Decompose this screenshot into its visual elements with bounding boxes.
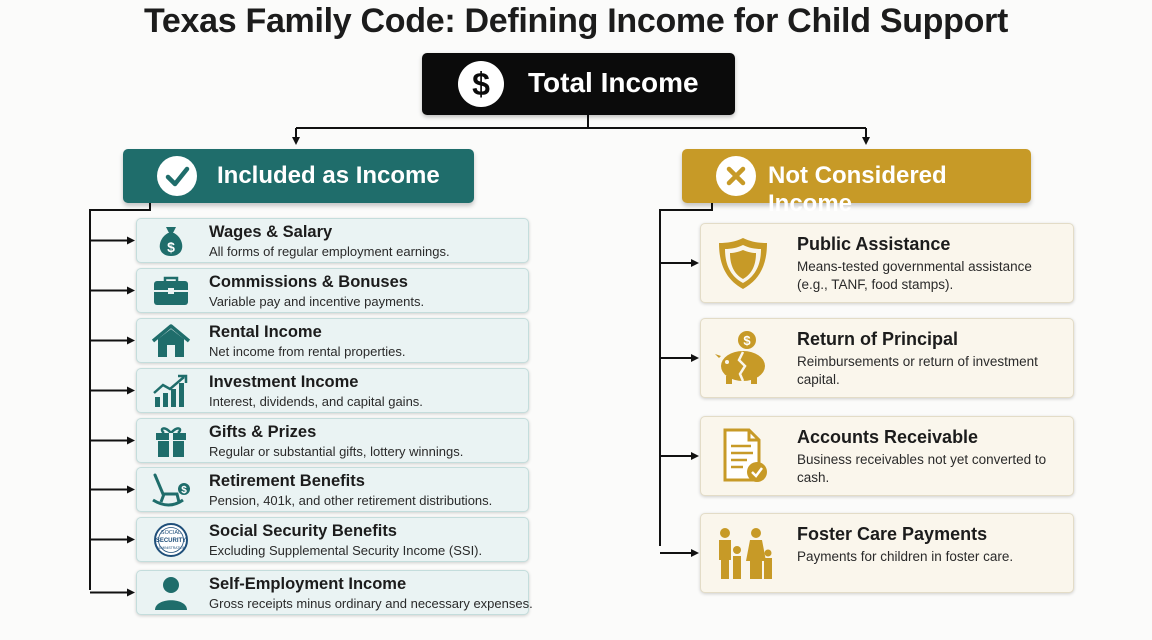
excluded-desc: Business receivables not yet converted to cash. — [797, 452, 1047, 485]
income-desc: Excluding Supplemental Security Income (SSI). — [209, 543, 483, 558]
money-bag-icon — [151, 223, 191, 259]
included-header-label: Included as Income — [217, 162, 440, 189]
excluded-card-accounts-receivable — [700, 416, 1074, 496]
growth-chart-icon — [151, 373, 191, 409]
house-icon — [151, 323, 191, 359]
income-card-self-employment — [136, 570, 533, 615]
person-icon — [151, 575, 191, 611]
income-title: Gifts & Prizes — [209, 423, 317, 441]
excluded-card-public-assistance — [700, 223, 1074, 303]
not-considered-header — [682, 149, 1031, 217]
income-title: Wages & Salary — [209, 223, 333, 241]
income-desc: Pension, 401k, and other retirement distributions. — [209, 493, 493, 508]
excluded-desc: Payments for children in foster care. — [797, 549, 1014, 564]
gift-icon — [151, 423, 191, 459]
income-card-social-security — [136, 517, 529, 562]
excluded-desc: Reimbursements or return of investment capital. — [797, 354, 1038, 387]
svg-text:SECURITY: SECURITY — [155, 538, 187, 544]
income-title: Retirement Benefits — [209, 472, 365, 490]
excluded-card-return-of-principal — [700, 318, 1074, 398]
income-desc: Variable pay and incentive payments. — [209, 294, 425, 309]
income-card-gifts — [136, 418, 529, 463]
included-header — [123, 149, 474, 203]
check-icon — [157, 156, 197, 196]
excluded-card-foster-care — [700, 513, 1074, 593]
total-income-label: Total Income — [528, 67, 699, 98]
dollar-coin-icon: $ — [458, 61, 504, 107]
income-card-retirement — [136, 467, 529, 512]
x-icon — [716, 156, 756, 196]
income-desc: Net income from rental properties. — [209, 344, 406, 359]
income-title: Rental Income — [209, 323, 322, 341]
excluded-desc: Means-tested governmental assistance (e.g., TANF, food stamps). — [797, 259, 1032, 292]
income-card-investment — [136, 368, 529, 413]
excluded-title: Accounts Receivable — [797, 427, 979, 447]
excluded-title: Public Assistance — [797, 234, 951, 254]
document-check-icon — [713, 426, 773, 486]
income-desc: All forms of regular employment earnings. — [209, 244, 450, 259]
svg-text:SOCIAL: SOCIAL — [160, 530, 182, 536]
excluded-title: Foster Care Payments — [797, 524, 988, 544]
total-income-box — [422, 53, 735, 115]
broken-piggy-bank-icon — [713, 328, 773, 388]
not-considered-header-label: Not Considered Income — [768, 162, 947, 217]
income-desc: Interest, dividends, and capital gains. — [209, 394, 423, 409]
income-desc: Gross receipts minus ordinary and necessary expenses. — [209, 596, 533, 611]
svg-text:$: $ — [167, 239, 175, 255]
income-title: Investment Income — [209, 373, 359, 391]
svg-text:$: $ — [743, 333, 751, 348]
svg-text:ADMINISTRATION: ADMINISTRATION — [156, 546, 186, 550]
income-title: Commissions & Bonuses — [209, 273, 408, 291]
social-security-seal-icon — [151, 522, 191, 558]
income-title: Social Security Benefits — [209, 522, 397, 540]
family-icon — [713, 523, 773, 583]
excluded-title: Return of Principal — [797, 329, 959, 349]
page-title: Texas Family Code: Defining Income for Child Support — [143, 2, 1009, 40]
income-desc: Regular or substantial gifts, lottery winnings. — [209, 444, 464, 459]
shield-icon — [713, 233, 773, 293]
rocking-chair-icon — [151, 472, 191, 508]
briefcase-icon — [151, 273, 191, 309]
income-card-rental — [136, 318, 529, 363]
income-card-wages — [136, 218, 529, 263]
svg-text:$: $ — [181, 485, 187, 496]
income-card-commissions — [136, 268, 529, 313]
income-title: Self-Employment Income — [209, 575, 407, 593]
